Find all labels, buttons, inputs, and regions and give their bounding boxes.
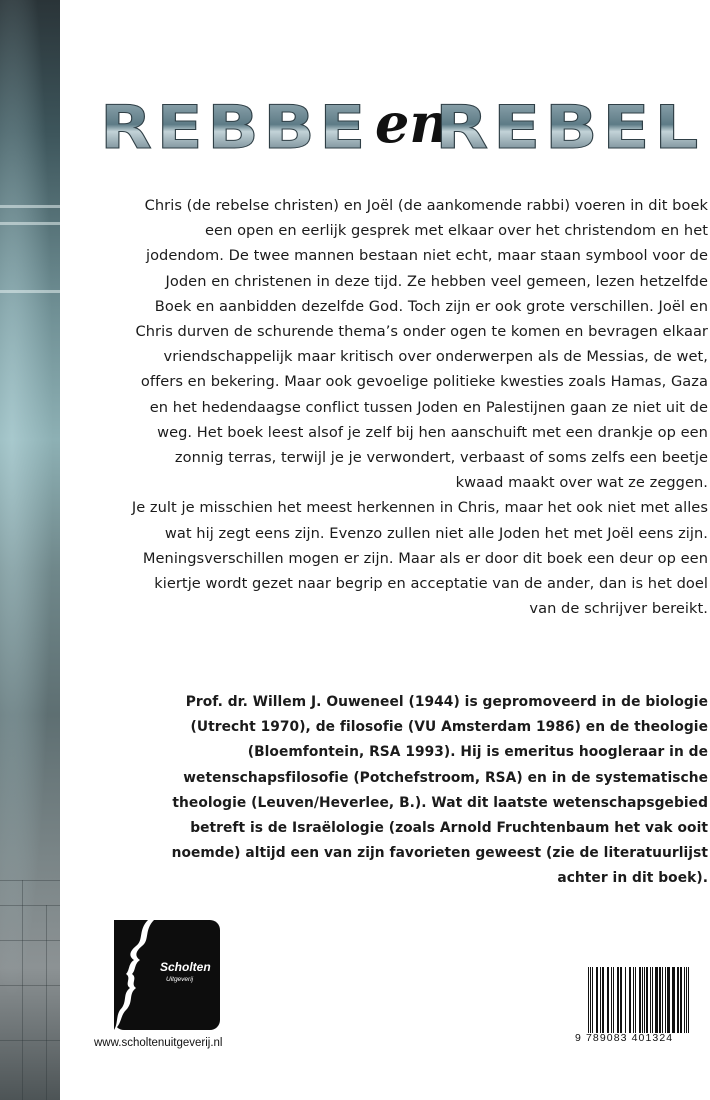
barcode-bar — [655, 967, 658, 1033]
author-bio: Prof. dr. Willem J. Ouweneel (1944) is gepromoveerd in de biologie (Utrecht 1970), de filosofie (VU Amsterdam 1986) en de theologie (Bloemfontein, RSA 1993). Hij is emeritus hoogleraar in de wetenschapsfilosofie (Potchefstroom, RSA) en in de systematische theologie (Leuven/Heverlee, B.). Wat dit laatste wetenschapsgebied betreft is de Israëlologie (zoals Arnold Fruchtenbaum het vak ooit noemde) altijd een van zijn favorieten geweest (zie de literatuurlijst achter in dit boek). — [171, 694, 708, 887]
barcode-bar — [620, 967, 622, 1033]
barcode-bar — [644, 967, 645, 1033]
blurb-paragraph-2: Je zult je misschien het meest herkennen in Chris, maar het ook niet met alles wat hij zegt eens zijn. Evenzo zullen niet alle Joden het met Joël eens zijn. Meningsverschillen mogen er zijn. Maar als er door dit boek een deur op een kiertje wordt gezet naar begrip en acceptatie van de ander, dan is het doel van de schrijver bereikt. — [131, 499, 708, 618]
barcode-bar — [659, 967, 661, 1033]
publisher-name: Scholten — [160, 960, 211, 974]
barcode-bar — [677, 967, 679, 1033]
barcode-bar — [590, 967, 591, 1033]
barcode-bar — [652, 967, 653, 1033]
barcode-bar — [662, 967, 663, 1033]
isbn-number: 9 789083 401324 — [575, 1032, 674, 1044]
barcode-bar — [625, 967, 626, 1033]
barcode-bar — [617, 967, 619, 1033]
barcode-bar — [635, 967, 636, 1033]
barcode-bar — [611, 967, 612, 1033]
barcode-bar — [613, 967, 614, 1033]
barcode-bar — [592, 967, 593, 1033]
barcode-bar — [646, 967, 648, 1033]
back-cover-blurb — [128, 193, 708, 621]
barcode-bar — [639, 967, 641, 1033]
barcode-bar — [650, 967, 651, 1033]
blurb-paragraph-1: Chris (de rebelse christen) en Joël (de aankomende rabbi) voeren in dit boek een open en eerlijk gesprek met elkaar over het christendom en het jodendom. De twee mannen bestaan niet echt, maar staan symbool voor de Joden en christenen in deze tijd. Ze hebben veel gemeen, lezen hetzelfde Boek en aanbidden dezelfde God. Toch zijn er ook grote verschillen. Joël en Chris durven de schurende thema’s onder ogen te komen en bevragen elkaar vriendschappelijk maar kritisch over onderwerpen als de Messias, de wet, offers en bekering. Maar ook gevoelige politieke kwesties zoals Hamas, Gaza en het hedendaagse conflict tussen Joden en Palestijnen gaan ze niet uit de weg. Het boek leest alsof je zelf bij hen aanschuift met een drankje op een zonnig terras, terwijl je je verwondert, verbaast of soms zelfs een beetje kwaad maakt over wat ze zeggen. — [135, 197, 708, 492]
barcode-bar — [672, 967, 675, 1033]
barcode-bar — [596, 967, 598, 1033]
barcode-bar — [686, 967, 687, 1033]
barcode-bar — [680, 967, 682, 1033]
barcode-bar — [667, 967, 670, 1033]
barcode-bar — [602, 967, 604, 1033]
barcode-bar — [607, 967, 609, 1033]
publisher-logo — [114, 920, 220, 1030]
barcode-bar — [600, 967, 601, 1033]
barcode-bar — [665, 967, 666, 1033]
barcode-bar — [642, 967, 643, 1033]
barcode-bar — [633, 967, 634, 1033]
book-title — [95, 90, 710, 160]
title-word-2: REBEL — [435, 93, 703, 160]
barcode-bar — [688, 967, 689, 1033]
publisher-website[interactable]: www.scholtenuitgeverij.nl — [94, 1037, 223, 1049]
cover-spine-photo — [0, 0, 60, 1100]
barcode-bar — [629, 967, 631, 1033]
title-word-1: REBBE — [100, 93, 370, 160]
publisher-sub: Uitgeverij — [166, 976, 194, 983]
isbn-barcode — [586, 967, 710, 1035]
title-connector: en — [375, 91, 449, 155]
barcode-bar — [684, 967, 685, 1033]
barcode-bar — [588, 967, 589, 1033]
